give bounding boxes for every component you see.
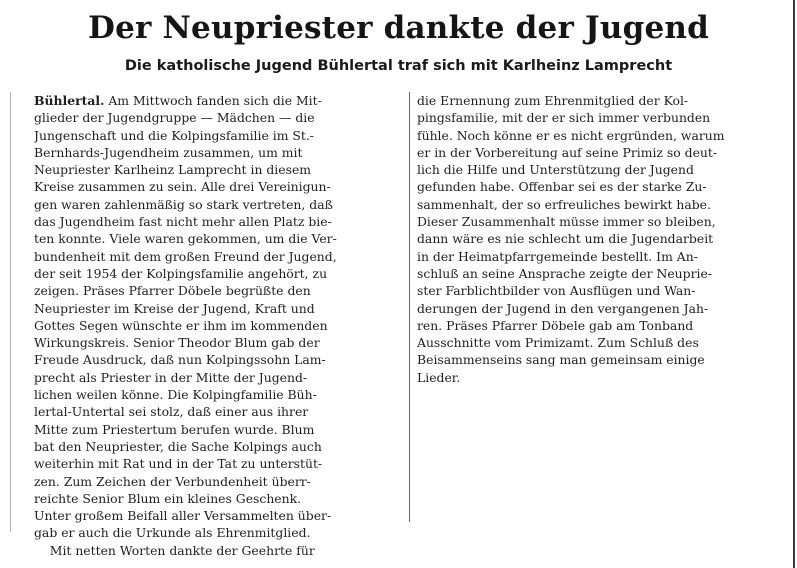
text-line-content: gen waren zahlenmäßig so stark vertreten, daß (34, 196, 333, 212)
text-line (34, 127, 404, 144)
text-line-content: er in der Vorbereitung auf seine Primiz so deut- (417, 144, 718, 160)
text-line-content: schluß an seine Ansprache zeigte der Neuprie- (417, 265, 712, 281)
article-column-right (417, 92, 792, 386)
text-line (417, 196, 792, 213)
text-line-content: lich die Hilfe und Unterstützung der Jugend (417, 162, 694, 178)
headline: Der Neupriester dankte der Jugend (87, 10, 709, 46)
text-line-content: Beisammenseins sang man gemeinsam einige (417, 352, 705, 368)
text-line (34, 109, 404, 126)
text-line-content: Am Mittwoch fanden sich die Mit- (104, 93, 322, 108)
text-line (34, 386, 404, 403)
text-line (417, 369, 792, 386)
text-line (34, 473, 404, 490)
text-line-content: zen. Zum Zeichen der Verbundenheit überr- (34, 473, 311, 489)
text-line (34, 230, 404, 247)
subheadline: Die katholische Jugend Bühlertal traf sich mit Karlheinz Lamprecht (124, 58, 673, 74)
column-divider (409, 92, 410, 522)
text-line-content: precht als Priester in der Mitte der Jugend- (34, 369, 308, 385)
text-line-content: bat den Neupriester, die Sache Kolpings auch (34, 438, 322, 454)
text-line-content: pingsfamilie, mit der er sich immer verbunden (417, 110, 711, 126)
text-line (34, 178, 404, 195)
text-line (34, 524, 404, 541)
text-line-content: lertal-Untertal sei stolz, daß einer aus ihrer (34, 404, 309, 420)
text-line-content: ren. Präses Pfarrer Döbele gab am Tonband (417, 317, 694, 333)
text-line-content: Lieder. (417, 369, 461, 385)
text-line (417, 144, 792, 161)
text-line (417, 109, 792, 126)
text-line (34, 265, 404, 282)
text-line-content: Jungenschaft und die Kolpingsfamilie im St.- (34, 127, 314, 143)
text-line (417, 161, 792, 178)
text-line (34, 196, 404, 213)
text-line-content: Unter großem Beifall aller Versammelten über- (34, 508, 332, 524)
text-line (34, 490, 404, 507)
text-line (417, 317, 792, 334)
text-line-content: Neupriester im Kreise der Jugend, Kraft und (34, 300, 315, 316)
text-line-content: fühle. Noch könne er es nicht ergründen, warum (417, 127, 725, 143)
text-line-content: Mitte zum Priestertum berufen wurde. Blum (34, 421, 315, 437)
text-line (34, 248, 404, 265)
text-line-content: sammenhalt, der so erfreuliches bewirkt habe. (417, 196, 711, 212)
text-line-content: ster Farblichtbilder von Ausflügen und Wan- (417, 283, 696, 299)
text-line-content: dann wäre es nie schlecht um die Jugendarbeit (417, 231, 714, 247)
text-line (34, 351, 404, 368)
article-column-left (34, 92, 404, 559)
text-line (34, 421, 404, 438)
text-line (417, 178, 792, 195)
text-line (34, 438, 404, 455)
text-line (417, 213, 792, 230)
text-line-content: zeigen. Präses Pfarrer Döbele begrüßte den (34, 283, 311, 299)
text-line (34, 317, 404, 334)
text-line-content: ten konnte. Viele waren gekommen, um die Ver- (34, 231, 337, 247)
text-line-content: Mit netten Worten dankte der Geehrte für (34, 542, 315, 558)
text-line (417, 127, 792, 144)
text-line-content: der seit 1954 der Kolpingsfamilie angehört, zu (34, 265, 328, 281)
text-line (34, 300, 404, 317)
text-line (34, 542, 404, 559)
text-line (417, 265, 792, 282)
text-line (34, 334, 404, 351)
text-line (34, 369, 404, 386)
text-line-content: Freude Ausdruck, daß nun Kolpingssohn Lam- (34, 352, 326, 368)
text-line-content: reichte Senior Blum ein kleines Geschenk. (34, 490, 302, 506)
text-line-content: Ausschnitte vom Primizamt. Zum Schluß des (417, 335, 699, 351)
text-line-content: derungen der Jugend in den vergangenen Jah- (417, 300, 709, 316)
text-line-content: Gottes Segen wünschte er ihm im kommenden (34, 317, 328, 333)
dateline: Bühlertal. (34, 93, 105, 108)
text-line-content: Neupriester Karlheinz Lamprecht in diesem (34, 162, 312, 178)
text-line-content: gab er auch die Urkunde als Ehrenmitglied. (34, 525, 311, 541)
text-line-content: in der Heimatpfarrgemeinde bestellt. Im An- (417, 248, 698, 264)
text-line-content: Kreise zusammen zu sein. Alle drei Vereinigun- (34, 179, 331, 195)
text-line (34, 403, 404, 420)
text-line-content: glieder der Jugendgruppe — Mädchen — die (34, 110, 315, 126)
text-line-content: die Ernennung zum Ehrenmitglied der Kol- (417, 93, 689, 108)
text-line (34, 455, 404, 472)
text-line (417, 334, 792, 351)
right-edge-rule (793, 0, 795, 568)
text-line-content: lichen weilen könne. Die Kolpingfamilie Büh- (34, 387, 317, 403)
text-line (417, 351, 792, 368)
text-line (417, 300, 792, 317)
text-line-content: weiterhin mit Rat und in der Tat zu unterstüt- (34, 456, 323, 472)
text-line-content: das Jugendheim fast nicht mehr allen Platz bie- (34, 214, 332, 230)
text-line (34, 282, 404, 299)
text-line (34, 161, 404, 178)
text-line (417, 92, 792, 109)
text-line (34, 144, 404, 161)
text-line-content: Bernhards-Jugendheim zusammen, um mit (34, 144, 303, 160)
text-line-content: Dieser Zusammenhalt müsse immer so bleiben, (417, 214, 716, 230)
text-line-content: Wirkungskreis. Senior Theodor Blum gab der (34, 335, 320, 351)
left-edge-rule (10, 92, 11, 532)
text-line (417, 248, 792, 265)
text-line-content: gefunden habe. Offenbar sei es der starke Zu- (417, 179, 707, 195)
text-line (417, 230, 792, 247)
text-line (34, 213, 404, 230)
text-line (34, 507, 404, 524)
text-line (34, 92, 404, 109)
text-line-content: bundenheit mit dem großen Freund der Jugend, (34, 248, 337, 264)
text-line (417, 282, 792, 299)
